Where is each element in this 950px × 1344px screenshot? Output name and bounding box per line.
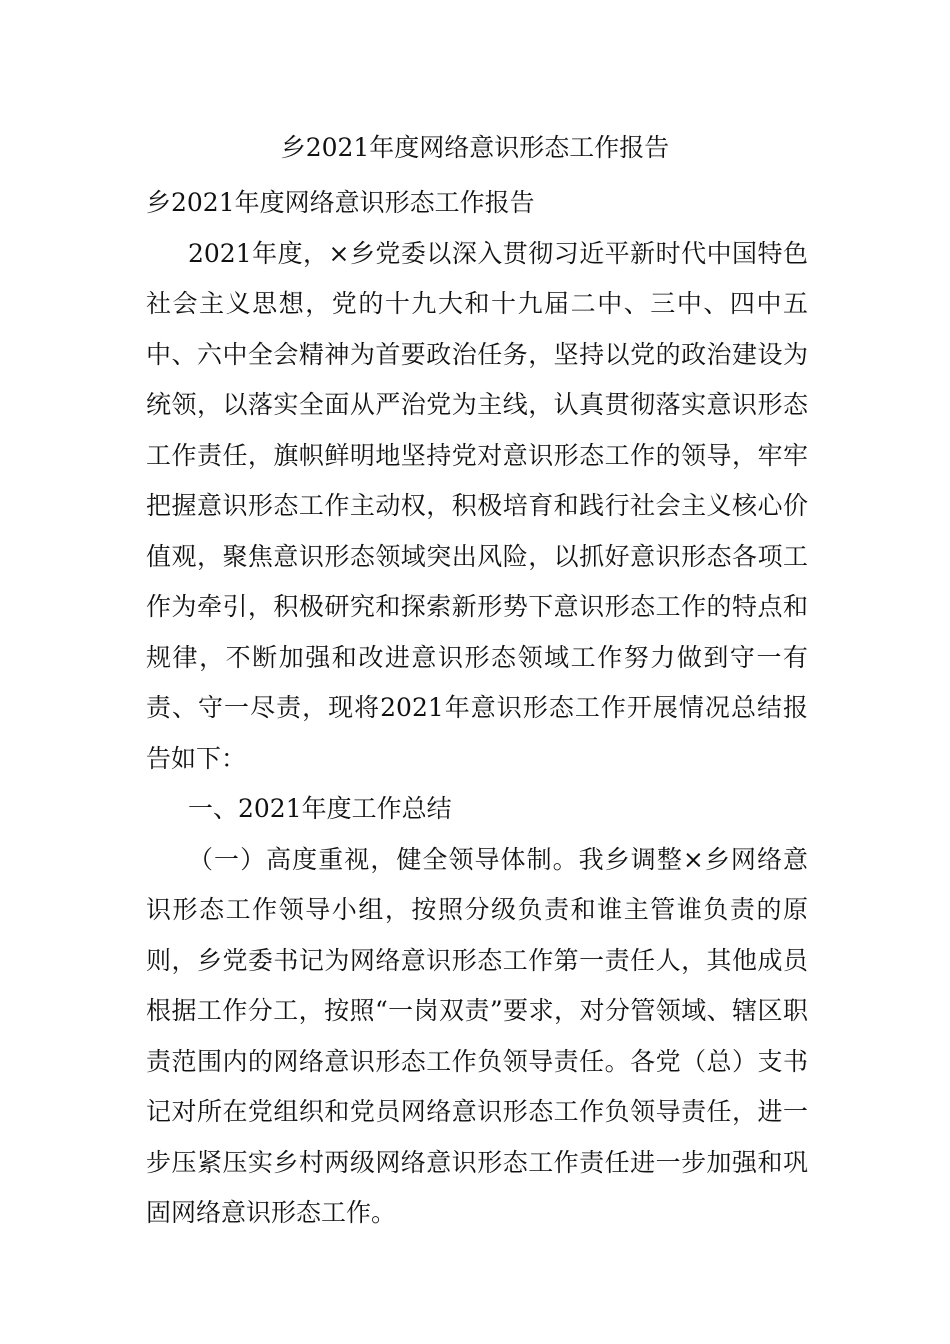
document-subtitle: 乡2021年度网络意识形态工作报告 — [146, 188, 535, 217]
intro-paragraph: 2021年度，×乡党委以深入贯彻习近平新时代中国特色社会主义思想，党的十九大和十九届二中、三中、四中五中、六中全会精神为首要政治任务，坚持以党的政治建设为统领，以落实全面从严治党为主线，认真贯彻落实意识形态工作责任，旗帜鲜明地坚持党对意识形态工作的领导，牢牢把握意识形态工作主动权，积极培育和践行社会主义核心价值观，聚焦意识形态领域突出风险，以抓好意识形态各项工作为牵引，积极研究和探索新形势下意识形态工作的特点和规律，不断加强和改进意识形态领域工作努力做到守一有责、守一尽责，现将2021年意识形态工作开展情况总结报告如下： — [146, 238, 808, 773]
document-title: 乡2021年度网络意识形态工作报告 — [280, 133, 670, 162]
section-paragraph: （一）高度重视，健全领导体制。我乡调整×乡网络意识形态工作领导小组，按照分级负责和谁主管谁负责的原则，乡党委书记为网络意识形态工作第一责任人，其他成员根据工作分工，按照“一岗双责”要求，对分管领域、辖区职责范围内的网络意识形态工作负领导责任。各党（总）支书记对所在党组织和党员网络意识形态工作负领导责任，进一步压紧压实乡村两级网络意识形态工作责任进一步加强和巩固网络意识形态工作。 — [146, 844, 808, 1227]
section-heading: 一、2021年度工作总结 — [188, 794, 452, 823]
document-body — [146, 178, 808, 1239]
